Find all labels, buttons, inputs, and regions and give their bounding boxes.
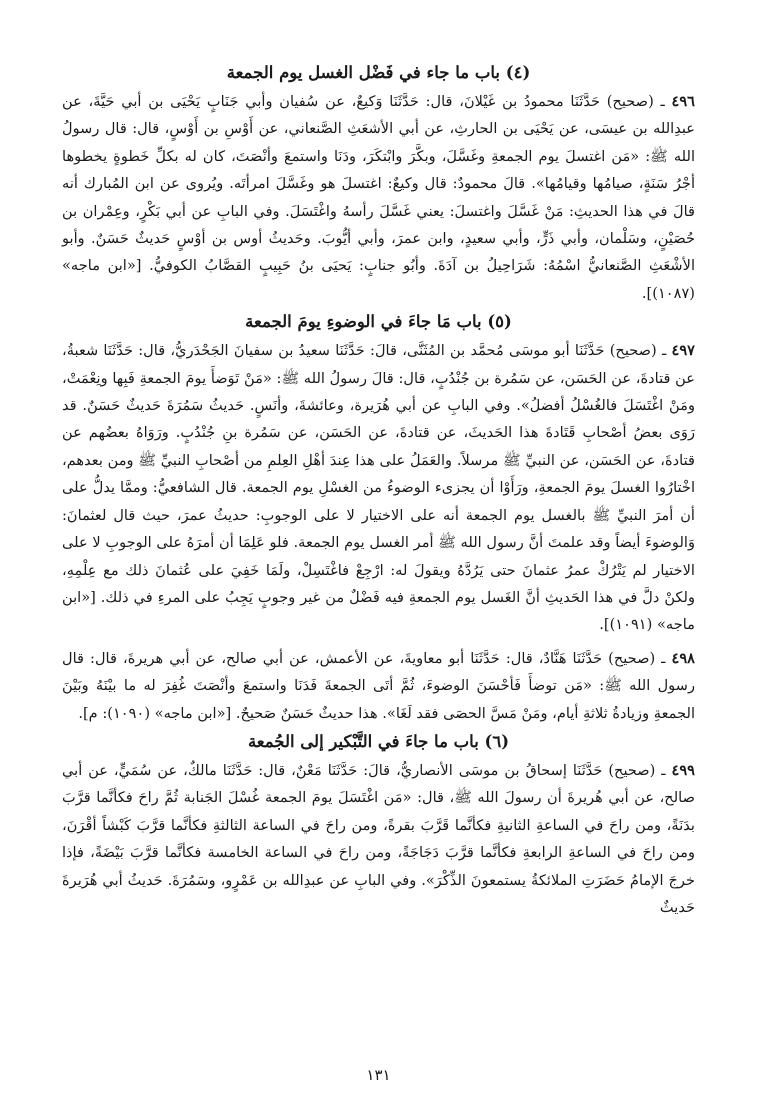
hadith-paragraph — [62, 757, 695, 921]
hadith-text: ـ (صحيح) حَدَّثَنَا محمودُ بن غَيْلانَ، قال: حَدَّثَنَا وَكيعٌ، عن سُفيان وأبي جَنَابٍ يَحْيَى بن أبي حَيَّةَ، عن عبدِالله بن عيسَى، عن يَحْيَى بن الحارثِ، عن أبي الأشعَثِ الصَّنعاني، عن أَوْسِ بن أَوْسٍ، قال: قال رسولُ الله ﷺ: «مَن اغتسلَ يوم الجمعةِ وغَسَّلَ، وبكَّرَ وابْتكَرَ، ودَنَا واستمعَ وأنْصَتَ، كان له بكلِّ خَطوةٍ يخطوها أجْرُ سَنَةٍ، صيامُها وقيامُها». قالَ محمودٌ: قال وكيعٌ: اغتسلَ هو وغَسَّلَ امرأتَه. ويُروى عن ابن المُبارك أنه قالَ في هذا الحديثِ: مَنْ غَسَّلَ واغتسلَ: يعني غَسَّلَ رأسهُ واغْتَسَلَ. وفي البابِ عن أبي بَكْرٍ، وعِمْران بن حُصَيْنٍ، وسَلْمان، وأبي ذَرٍّ، وأبي سعيدٍ، وابن عمرَ، وأبي أيُّوبَ. وحَديثُ أوس بن أوْسٍ حَديثٌ حَسَنٌ. وأبو الأشْعَثِ الصَّنعانيُّ اسْمُهُ: شَرَاحِيلُ بن آدَةَ. وأبُو جنابٍ: يَحيَى بنُ حَبِيبٍ القصَّابُ الكوفيُّ. [«ابن ماجه» (١٠٨٧)]. — [62, 93, 695, 302]
hadith-number: ٤٩٨ — [671, 649, 695, 667]
hadith-paragraph — [62, 88, 695, 307]
hadith-number: ٤٩٧ — [671, 342, 695, 360]
section-heading: (٦) باب ما جاءَ في التَّبْكير إلى الجُمعة — [247, 731, 510, 751]
hadith-number: ٤٩٩ — [671, 761, 696, 779]
section-heading: (٤) باب ما جاء في فَضْل الغسل يوم الجمعة — [226, 63, 531, 82]
hadith-paragraph — [62, 645, 695, 727]
hadith-text: ـ (صحيح) حَدَّثَنَا إسحاقُ بن موسَى الأنصاريُّ، قالَ: حَدَّثَنَا مَعْنٌ، قال: حَدَّثَنَا مالكٌ، عن سُمَيٍّ، عن أبي صالح، عن أبي هُريرةَ أن رسولَ الله ﷺ، قال: «مَن اغْتَسَلَ يومَ الجمعة غُسْلَ الجَنابة ثُمَّ راحَ فكأنَّما قرَّبَ بدَنَةً، ومن راحَ في الساعةِ الثانيةِ فكأنَّما قَرَّبَ بقرةً، ومن راحَ في الساعة الثالثةِ فكأنَّما قرَّبَ كَبْشاً أقْرَنَ، ومن راحَ في الساعةِ الرابعةِ فكأنَّما قرَّبَ دَجَاجَةً، ومن راحَ في الساعة الخامسة فكأنَّما قرَّبَ بَيْضَةً، فإذا خرجَ الإمامُ حَضَرَتِ الملائكةُ يستمعونَ الذِّكْرَ». وفي البابِ عن عبدِالله بن عَمْرٍو، وسَمُرَةَ. حَديثُ أبي هُرَيرةَ حَديثٌ — [62, 761, 695, 916]
hadith-paragraph — [62, 337, 695, 638]
hadith-text: ـ (صحيح) حَدَّثَنَا أبو موسَى مُحمَّد بن المُثَنَّى، قالَ: حَدَّثَنَا سعيدُ بن سفيانَ الجَحْدَريُّ، قال: حَدَّثَنَا شعبةُ، عن قتادةَ، عن الحَسَن، عن سَمُرة بن جُنْدُبٍ، قال: قالَ رسولُ الله ﷺ: «مَنْ تَوَضأَ يومَ الجمعةِ فَبِها ونِعْمَتْ، ومَنْ اغْتَسَلَ فالغُسْلُ أفضلُ». وفي البابِ عن أبي هُرَيرة، وعائشةَ، وأنَسٍ. حَديثُ سَمُرَةَ حَديثٌ حَسَنٌ. قد رَوَى بعضُ أصْحابِ قَتَادةَ هذا الحَديثَ، عن قتادةَ، عن الحَسَن، عن سَمُرة بنِ جُنْدُبٍ. ورَوَاهُ بعضُهم عن قتادةَ، عن الحَسَن، عن النبيِّ ﷺ مرسلاً. والعَمَلُ على هذا عِندَ أهْلِ العِلمِ من أصْحابِ النبيِّ ﷺ ومن بعدهم، اخْتارُوا الغسلَ يومَ الجمعةِ، ورَأَوْا أن يجزىء الوضوءُ من الغسْلِ يوم الجمعة. قال الشافعيُّ: وممَّا يدلُّ على أن أمرَ النبيِّ ﷺ بالغسل يوم الجمعة أنه على الاختيار لا على الوجوبِ: حديثُ عمرَ، حيث قال لعثمانَ: وَالوضوءَ أيضاً وقد علمتَ أنَّ رسول الله ﷺ أمر الغسل يوم الجمعة. فلو عَلِمَا أن أمرَهُ على الوجوبِ لا على الاختيار لم يَتْرُكْ عمرُ عثمانَ حتى يَرُدَّهُ ويقولَ له: ارْجِعْ فاغْتَسِلْ، ولَمَا خَفِيَ على عُثمانَ ذلك مع عِلْمِهِ، ولكنْ دلَّ في هذا الحَديثِ أنَّ الغَسل يوم الجمعةِ فيه فَضْلٌ من غير وجوبٍ يَجِبُ على المرءِ في ذلك. [«ابن ماجه» (١٠٩١)]. — [62, 342, 695, 634]
section-heading: (٥) باب مَا جاءَ في الوضوءِ يومَ الجمعة — [245, 312, 512, 332]
hadith-number: ٤٩٦ — [671, 93, 695, 110]
page-number: ١٣١ — [366, 1066, 391, 1084]
hadith-text: ـ (صحيح) حَدَّثَنَا هَنَّادٌ، قال: حَدَّثَنَا أبو معاويةَ، عن الأعمش، عن أبي صالح، عن أبي هريرةَ، قال: قال رسول الله ﷺ: «مَن توضأَ فَأحْسَنَ الوضوءَ، ثُمَّ أتَى الجمعةَ فَدَنَا واستمعَ وأنْصَتَ غُفِرَ له ما بيْنَهُ وبَيْنَ الجمعةِ وزيادةُ ثلاثةِ أيام، ومَنْ مَسَّ الحصَى فقد لَغَا». هذا حديثٌ حَسَنٌ صَحيحٌ. [«ابن ماجه» (١٠٩٠): م]. — [62, 649, 695, 722]
